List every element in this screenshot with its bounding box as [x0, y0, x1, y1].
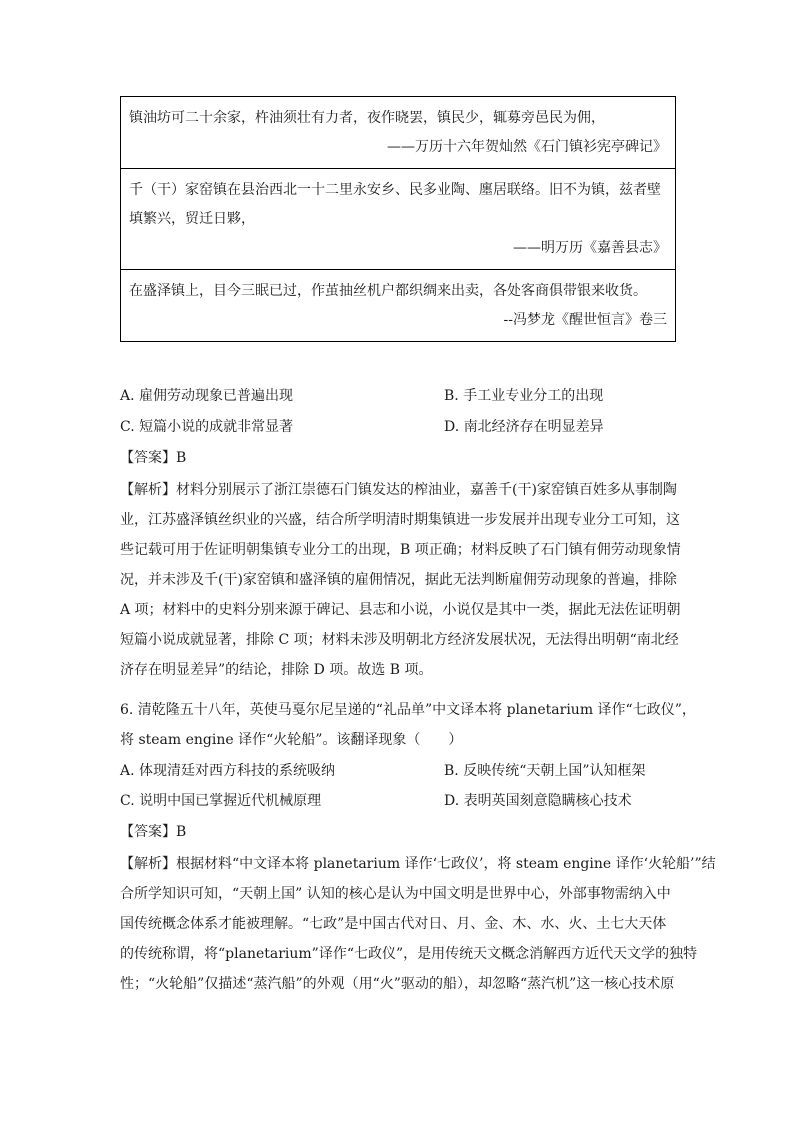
source-citation: ——明万历《嘉善县志》: [513, 240, 667, 256]
question-line: 6. 清乾隆五十八年，英使马戛尔尼呈递的“礼品单”中文译本将 planetarium 译作“七政仪”，: [120, 702, 696, 718]
analysis-line: 合所学知识可知，“天朝上国” 认知的核心是认为中国文明是世界中心，外部事物需纳入中: [120, 886, 671, 902]
analysis-line: 济存在明显差异”的结论，排除 D 项。故选 B 项。: [120, 662, 433, 678]
analysis-line: A 项；材料中的史料分别来源于碑记、县志和小说，小说仅是其中一类，据此无法佐证明朝: [120, 602, 681, 618]
source-cell-jiashan: [121, 169, 675, 270]
analysis-line: 国传统概念体系才能被理解。“七政”是中国古代对日、月、金、木、水、火、土七大天体: [120, 916, 667, 932]
source-text: 填繁兴，贸迁日夥，: [129, 211, 255, 227]
q6-option-c: C. 说明中国已掌握近代机械原理: [120, 793, 322, 809]
analysis-line: 【解析】根据材料“中文译本将 planetarium 译作‘七政仪’，将 steam engine 译作‘火轮船’”结: [120, 856, 716, 872]
q6-stem: [120, 695, 696, 755]
q5-option-d: D. 南北经济存在明显差异: [444, 419, 604, 435]
analysis-line: 些记载可用于佐证明朝集镇专业分工的出现，B 项正确；材料反映了石门镇有佣劳动现象情: [120, 542, 681, 558]
question-line: 将 steam engine 译作“火轮船”。该翻译现象（ ）: [120, 732, 463, 748]
source-cell-shimen: [121, 97, 675, 169]
q5-option-c: C. 短篇小说的成就非常显著: [120, 419, 294, 435]
analysis-line: 【解析】材料分别展示了浙江崇德石门镇发达的榨油业，嘉善千(干)家窑镇百姓多从事制陶: [120, 482, 677, 498]
q5-analysis: [120, 475, 681, 685]
analysis-line: 短篇小说成就显著，排除 C 项；材料未涉及明朝北方经济发展状况，无法得出明朝“南北经: [120, 632, 679, 648]
q6-option-b: B. 反映传统“天朝上国”认知框架: [444, 763, 646, 779]
q6-analysis: [120, 849, 716, 999]
q6-answer: 【答案】B: [120, 824, 187, 840]
q6-option-d: D. 表明英国刻意隐瞒核心技术: [444, 793, 632, 809]
q6-option-a: A. 体现清廷对西方科技的系统吸纳: [120, 763, 336, 779]
analysis-line: 况，并未涉及千(干)家窑镇和盛泽镇的雇佣情况，据此无法判断雇佣劳动现象的普遍，排除: [120, 572, 677, 588]
analysis-line: 的传统称谓，将“planetarium”译作“七政仪”，是用传统天文概念消解西方近代天文学的独特: [120, 946, 698, 962]
source-material-table: [120, 96, 676, 342]
source-cell-shengze: [121, 270, 675, 341]
source-citation: ——万历十六年贺灿然《石门镇衫宪亭碑记》: [387, 139, 667, 155]
source-text: 千（干）家窑镇在县治西北一十二里永安乡、民多业陶、廛居联络。旧不为镇，兹者壁: [129, 182, 661, 198]
q5-option-b: B. 手工业专业分工的出现: [444, 388, 604, 404]
analysis-line: 业，江苏盛泽镇丝织业的兴盛，结合所学明清时期集镇进一步发展并出现专业分工可知，这: [120, 512, 680, 528]
q5-option-a: A. 雇佣劳动现象已普遍出现: [120, 388, 294, 404]
q5-answer: 【答案】B: [120, 450, 187, 466]
source-citation: --冯梦龙《醒世恒言》卷三: [503, 312, 667, 328]
source-text: 在盛泽镇上，目今三眠已过，作茧抽丝机户都织绸来出卖，各处客商俱带银来收货。: [129, 283, 647, 299]
analysis-line: 性；“火轮船”仅描述“蒸汽船”的外观（用“火”驱动的船），却忽略“蒸汽机”这一核心技术原: [120, 976, 675, 992]
source-text: 镇油坊可二十余家，杵油须壮有力者，夜作晓罢，镇民少，辄募旁邑民为佣，: [129, 110, 605, 126]
